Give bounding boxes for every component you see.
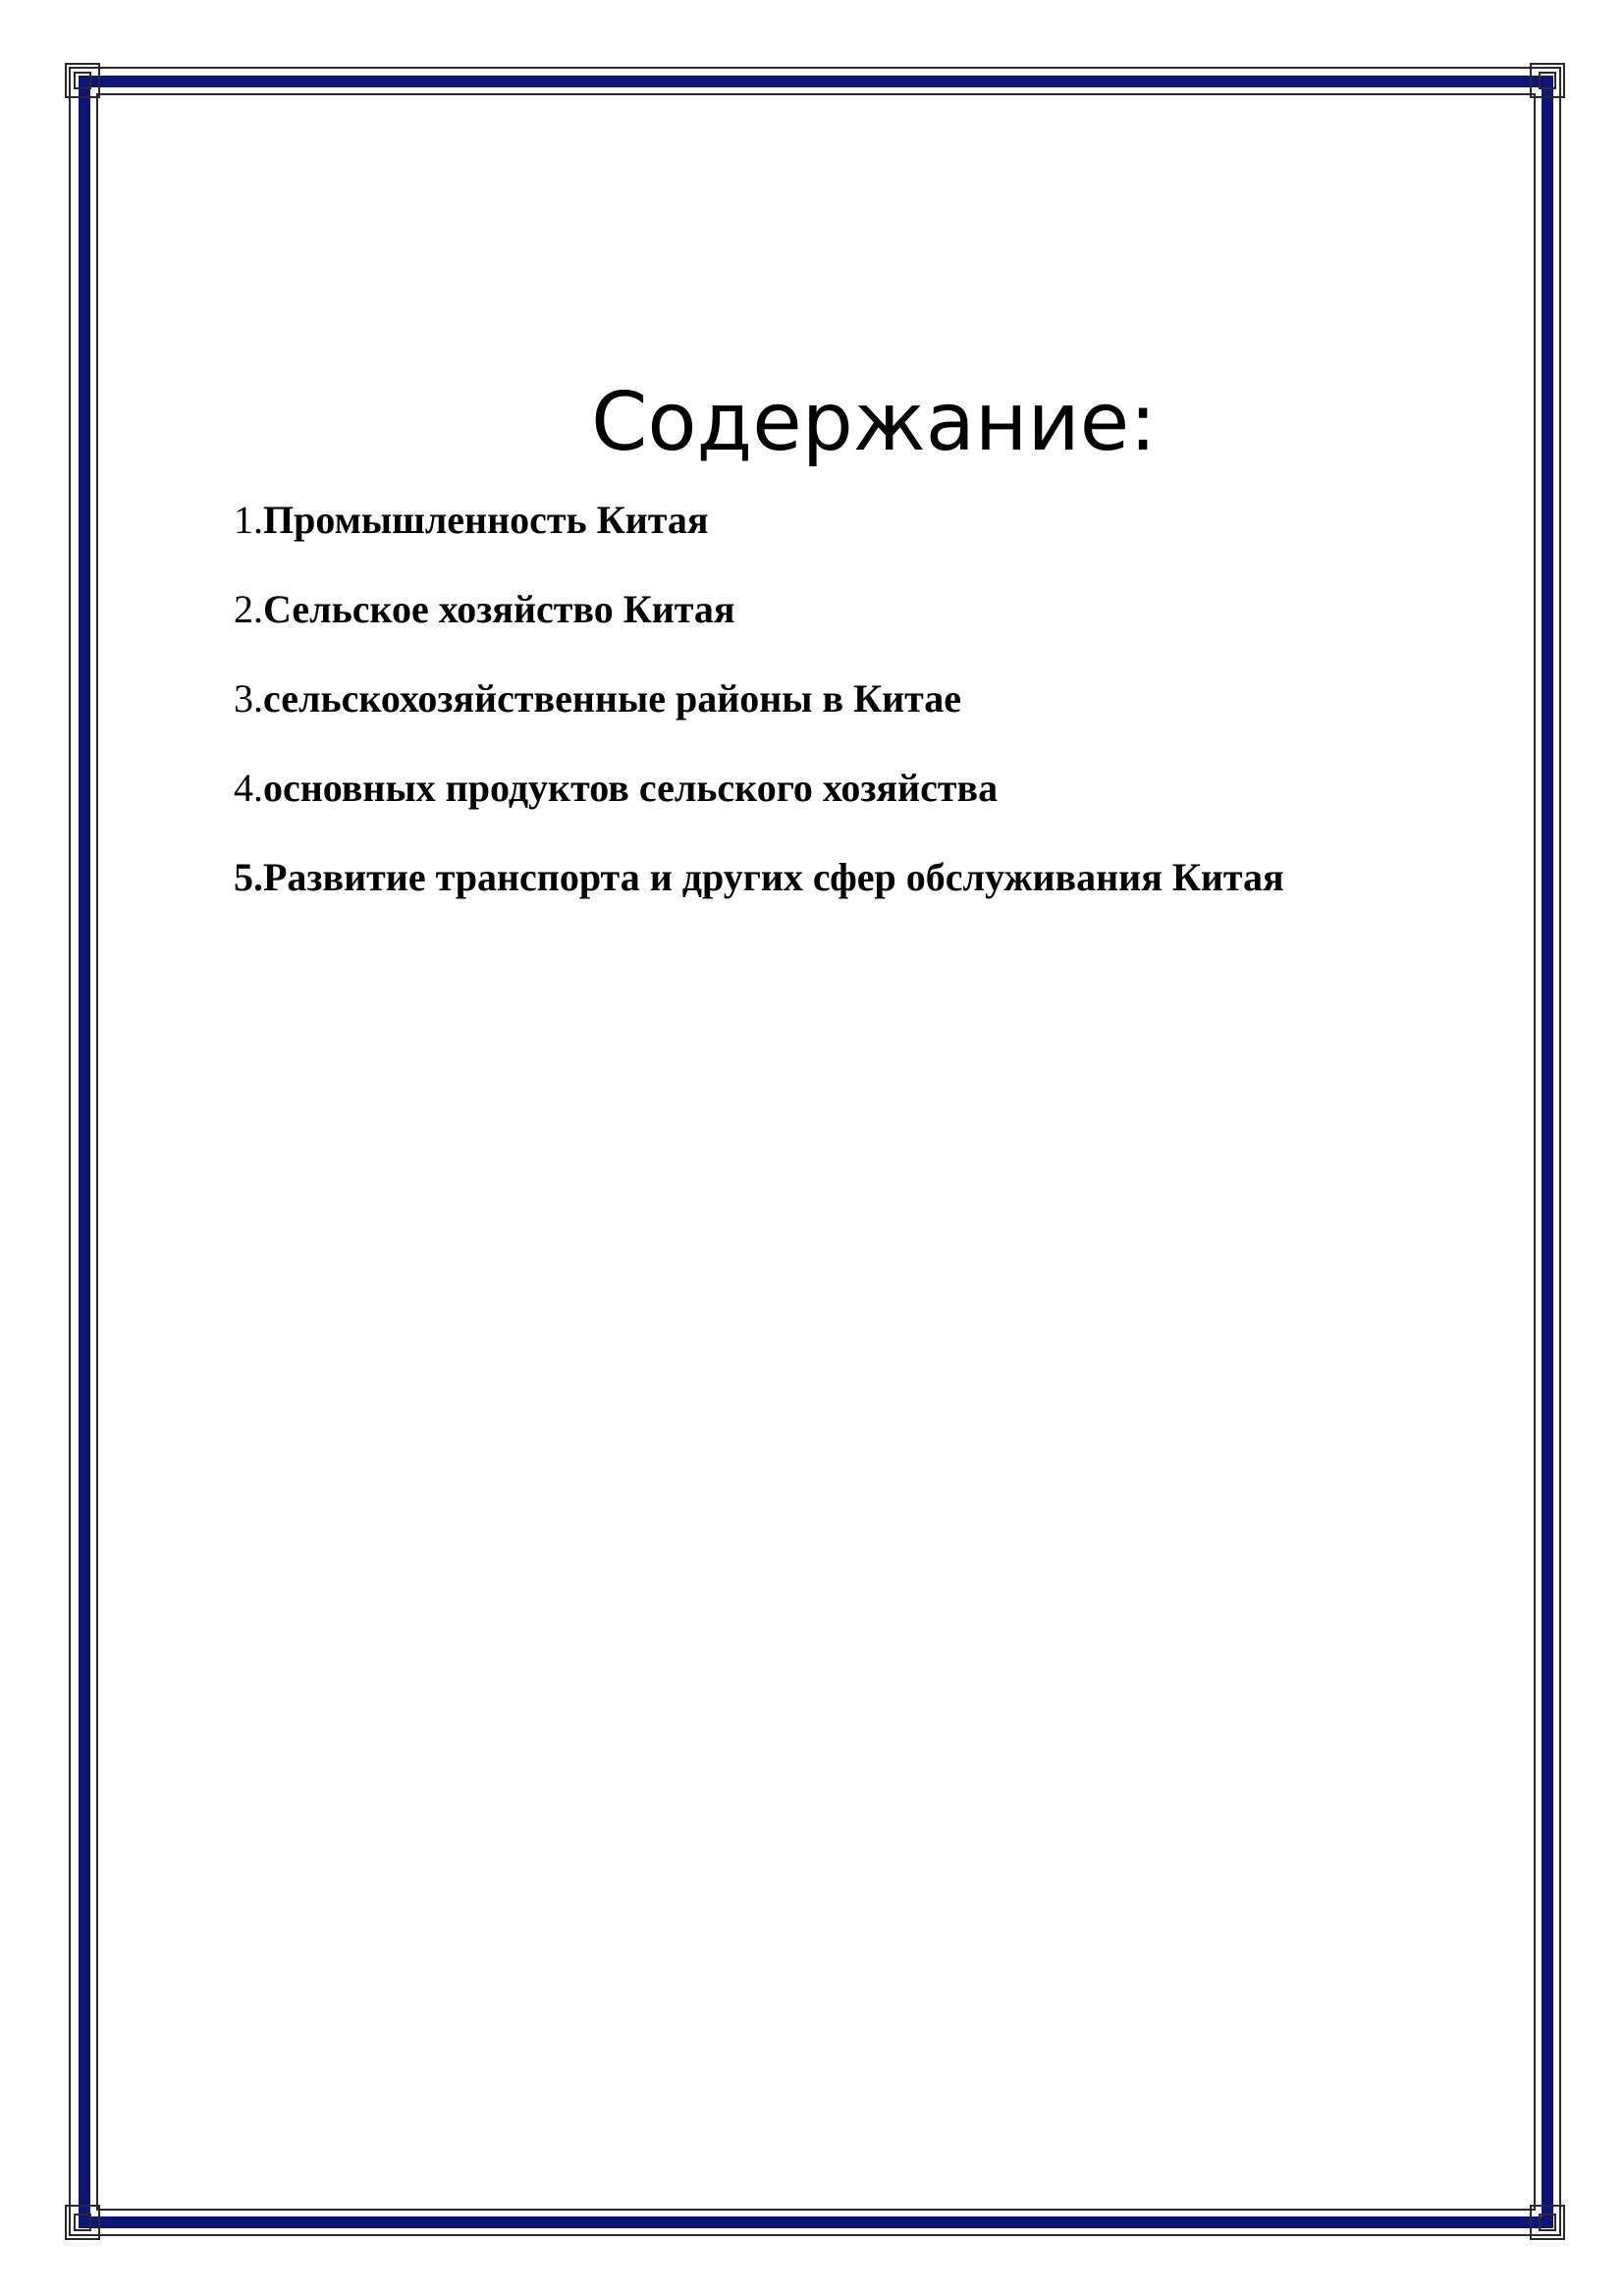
toc-item-3 <box>234 676 1284 721</box>
toc-item-number: 3. <box>234 676 263 721</box>
toc-item-text: Развитие транспорта и других сфер обслуживания Китая <box>263 855 1284 899</box>
table-of-contents <box>234 498 1284 947</box>
toc-item-text: Сельское хозяйство Китая <box>263 587 735 631</box>
toc-item-text: основных продуктов сельского хозяйства <box>263 766 999 810</box>
toc-item-number: 4. <box>234 766 263 810</box>
corner-ornament-bottom-right <box>1530 2205 1565 2240</box>
corner-ornament-bottom-left <box>65 2205 100 2240</box>
toc-item-number: 2. <box>234 587 263 631</box>
toc-item-number: 1. <box>234 498 263 542</box>
toc-item-number: 5. <box>234 855 263 899</box>
corner-ornament-top-left <box>65 63 100 98</box>
toc-item-1 <box>234 498 1284 542</box>
toc-item-2 <box>234 587 1284 631</box>
toc-item-text: Промышленность Китая <box>263 498 709 542</box>
toc-item-text: сельскохозяйственные районы в Китае <box>263 676 962 721</box>
corner-ornament-top-right <box>1530 63 1565 98</box>
toc-item-4 <box>234 766 1284 810</box>
toc-item-5 <box>234 855 1284 899</box>
page-title: Содержание: <box>591 375 1157 469</box>
